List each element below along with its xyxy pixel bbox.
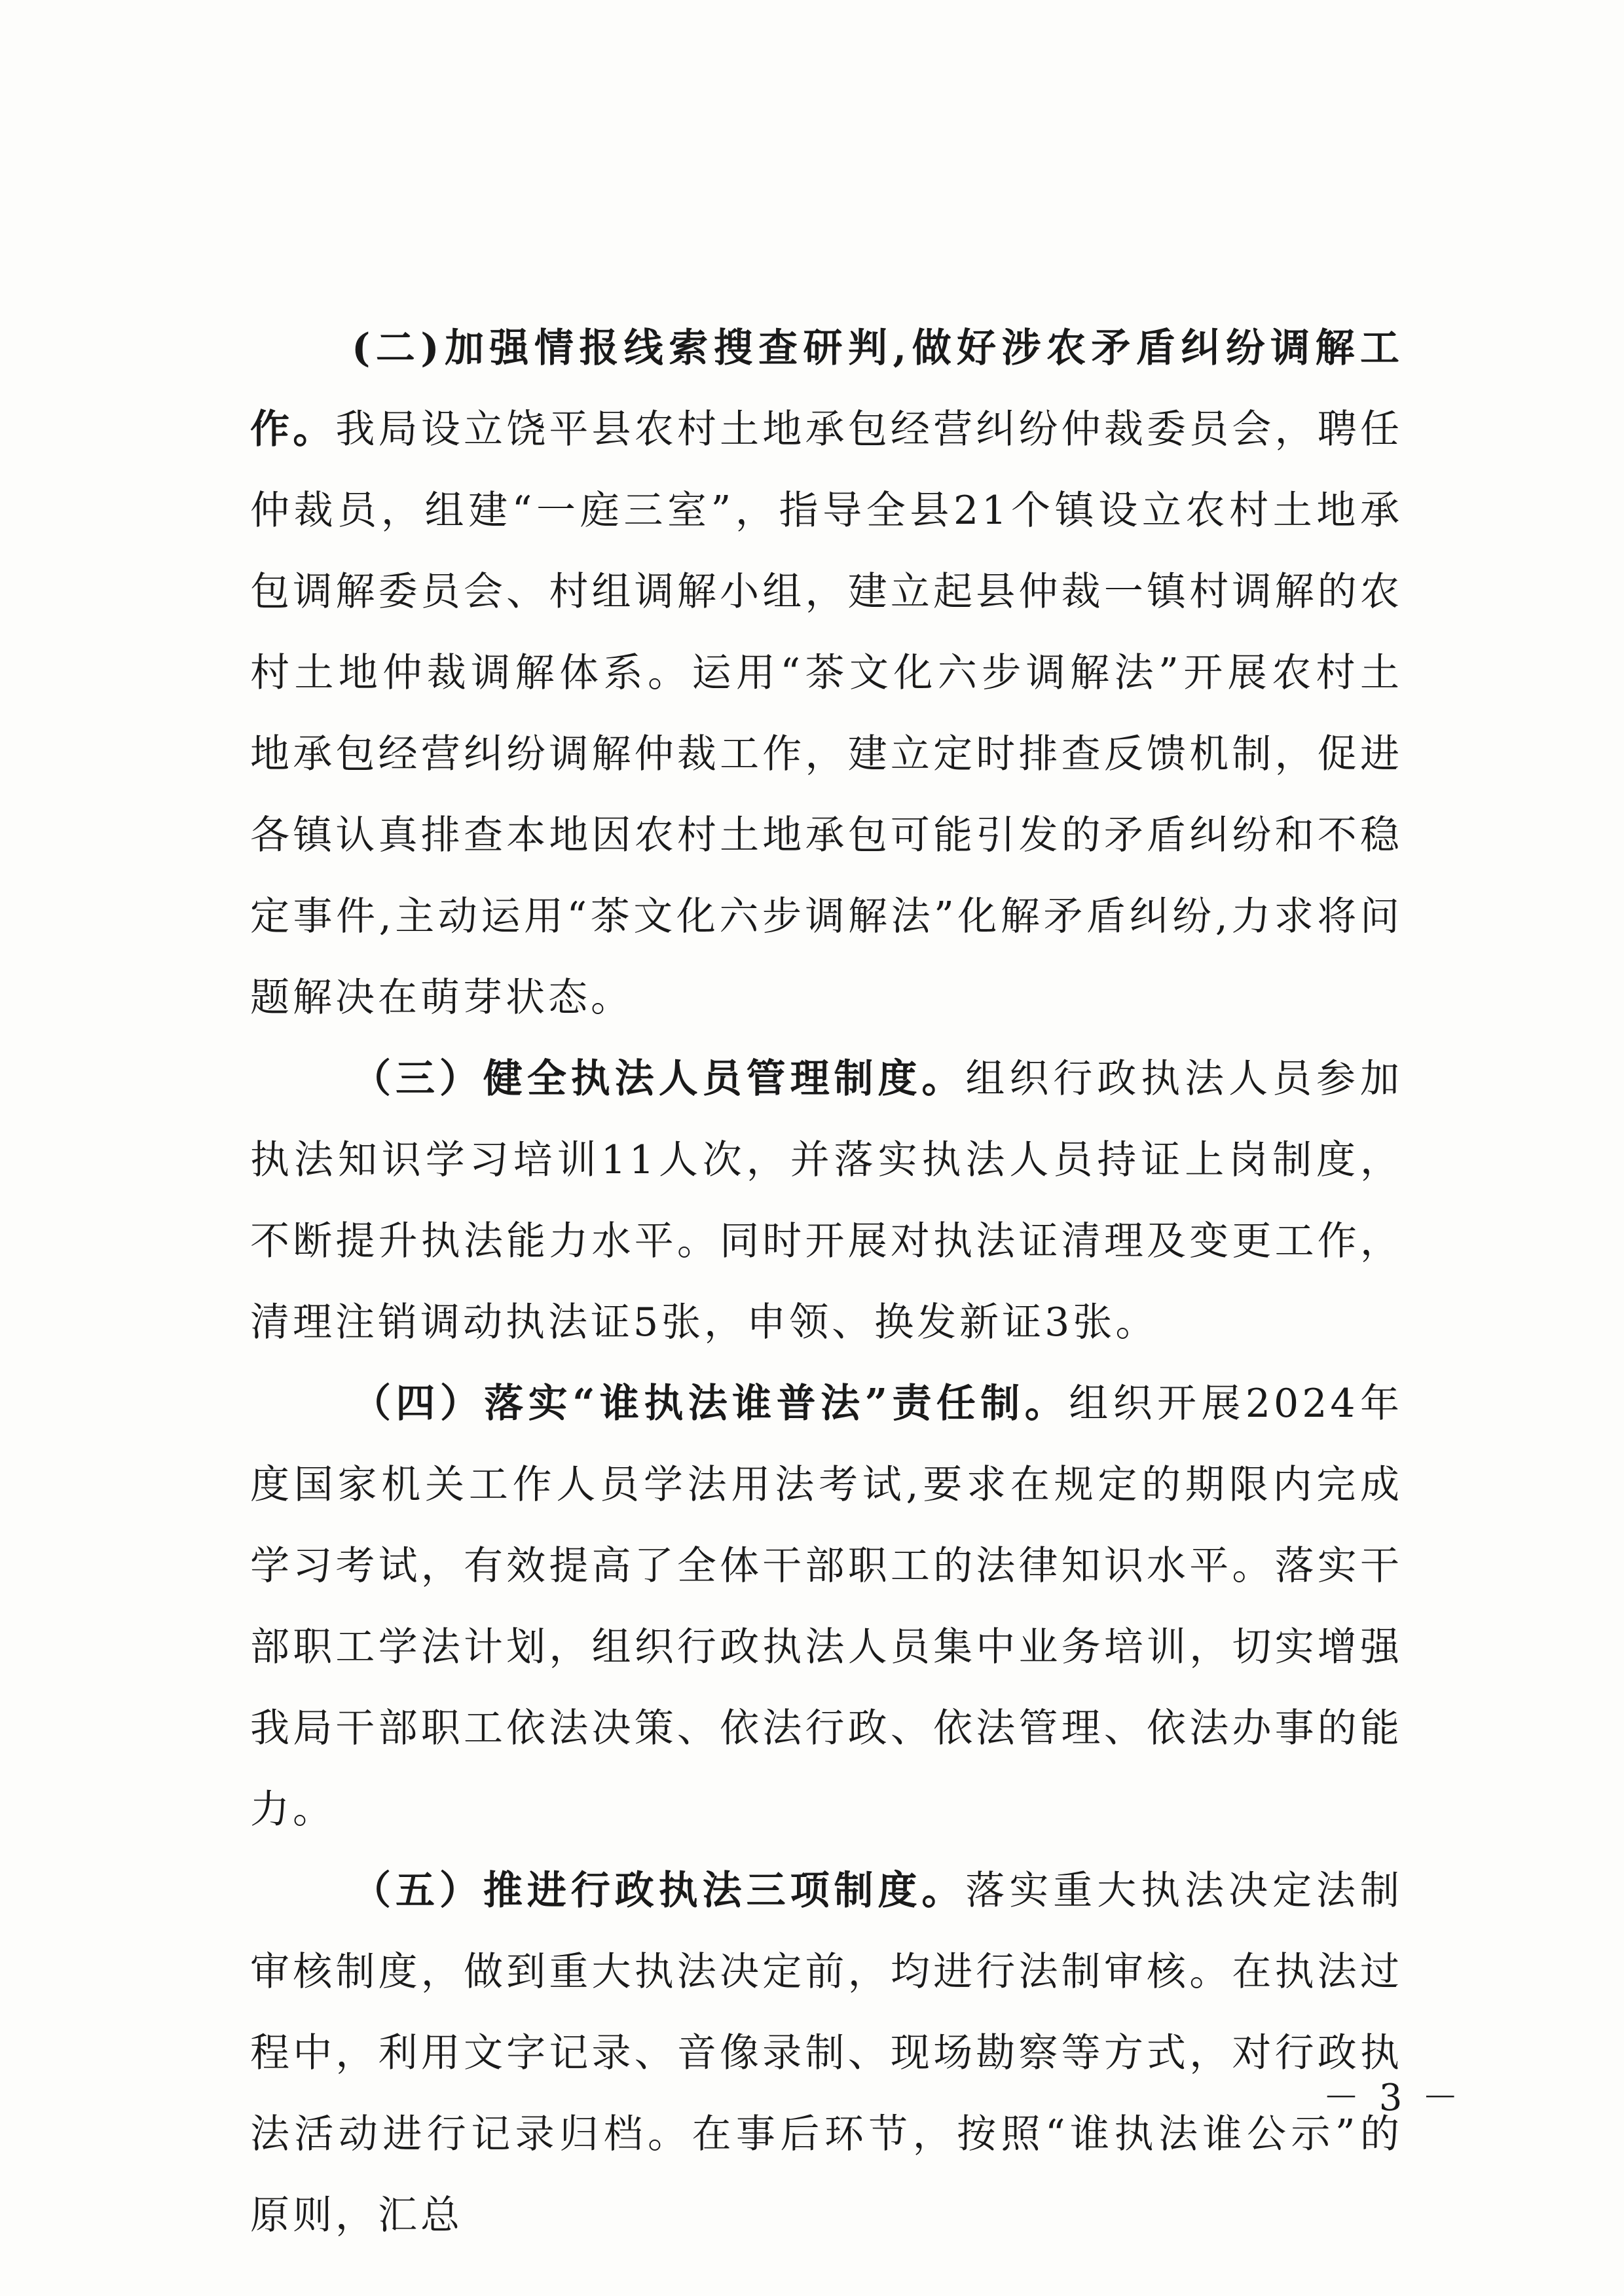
- paragraph-heading: (二)加强情报线索搜查研判,做好涉农矛盾纠纷调解工作。: [250, 325, 1403, 452]
- paragraph-law-popularization: [250, 1363, 1403, 1850]
- paragraph-mediation: [250, 308, 1403, 1038]
- paragraph-personnel-management: [250, 1038, 1403, 1363]
- paragraph-heading: （三）健全执法人员管理制度。: [352, 1056, 966, 1102]
- paragraph-heading: （四）落实“谁执法谁普法”责任制。: [352, 1381, 1069, 1427]
- paragraph-heading: （五）推进行政执法三项制度。: [352, 1868, 966, 1914]
- paragraph-text: 落实重大执法决定法制审核制度，做到重大执法决定前，均进行法制审核。在执法过程中，利用文字记录、音像录制、现场勘察等方式，对行政执法活动进行记录归档。在事后环节，按照“谁执法谁公示”的原则，汇总: [250, 1868, 1403, 2238]
- paragraph-text: 组织行政执法人员参加执法知识学习培训11人次，并落实执法人员持证上岗制度，不断提升执法能力水平。同时开展对执法证清理及变更工作，清理注销调动执法证5张，申领、换发新证3张。: [250, 1056, 1403, 1345]
- document-body: [250, 308, 1403, 2256]
- paragraph-three-systems: [250, 1850, 1403, 2256]
- paragraph-text: 组织开展2024年度国家机关工作人员学法用法考试,要求在规定的期限内完成学习考试，有效提高了全体干部职工的法律知识水平。落实干部职工学法计划，组织行政执法人员集中业务培训，切实增强我局干部职工依法决策、依法行政、依法管理、依法办事的能力。: [250, 1381, 1403, 1832]
- paragraph-text: 我局设立饶平县农村土地承包经营纠纷仲裁委员会，聘任仲裁员，组建“一庭三室”，指导全县21个镇设立农村土地承包调解委员会、村组调解小组，建立起县仲裁一镇村调解的农村土地仲裁调解体系。运用“茶文化六步调解法”开展农村土地承包经营纠纷调解仲裁工作，建立定时排查反馈机制，促进各镇认真排查本地因农村土地承包可能引发的矛盾纠纷和不稳定事件,主动运用“茶文化六步调解法”化解矛盾纠纷,力求将问题解决在萌芽状态。: [250, 407, 1403, 1021]
- page-number: － 3 －: [1323, 2077, 1463, 2119]
